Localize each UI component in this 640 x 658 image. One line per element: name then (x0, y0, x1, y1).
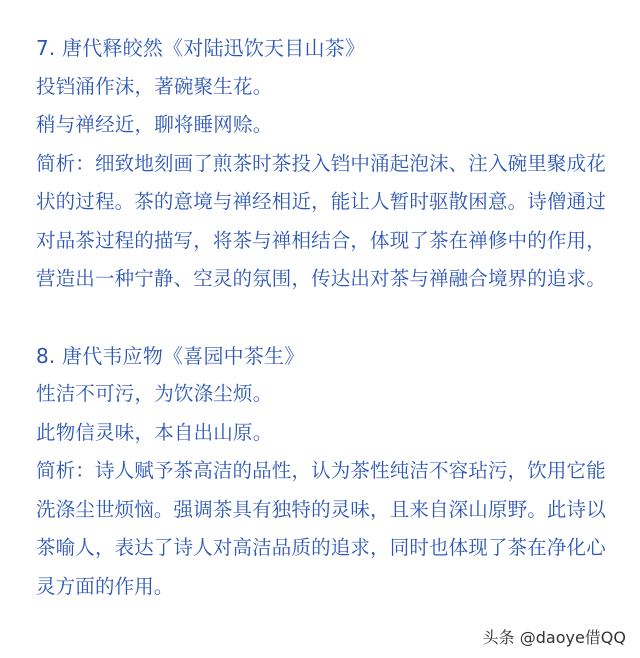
poem-verse: 投铛涌作沫，著碗聚生花。 (36, 74, 273, 98)
poem-section-8 (36, 337, 610, 607)
poem-title: 7. 唐代释皎然《对陆迅饮天目山茶》 (36, 36, 366, 60)
watermark (483, 625, 626, 648)
poem-verse: 稍与禅经近，聊将睡网赊。 (36, 113, 273, 136)
poem-section-7 (36, 29, 610, 299)
poem-analysis: 简析：细致地刻画了煎茶时茶投入铛中涌起泡沫、注入碗里聚成花状的过程。茶的意境与禅经相近，能让人暂时驱散困意。诗僧通过对品茶过程的描写，将茶与禅相结合，体现了茶在禅修中的作用，营造出一种宁静、空灵的氛围，传达出对茶与禅融合境界的追求。 (36, 151, 606, 290)
poem-title: 8. 唐代韦应物《喜园中茶生》 (36, 343, 305, 368)
poem-verse: 性洁不可污，为饮涤尘烦。 (36, 382, 273, 405)
poem-analysis: 简析：诗人赋予茶高洁的品性，认为茶性纯洁不容玷污，饮用它能洗涤尘世烦恼。强调茶具有独特的灵味，且来自深山原野。此诗以茶喻人，表达了诗人对高洁品质的追求，同时也体现了茶在净化心灵方面的作用。 (36, 459, 606, 598)
watermark-text: 头条 @daoye借QQ (482, 628, 626, 647)
section-spacer (36, 299, 610, 337)
poem-verse: 此物信灵味，本自出山原。 (36, 420, 273, 444)
